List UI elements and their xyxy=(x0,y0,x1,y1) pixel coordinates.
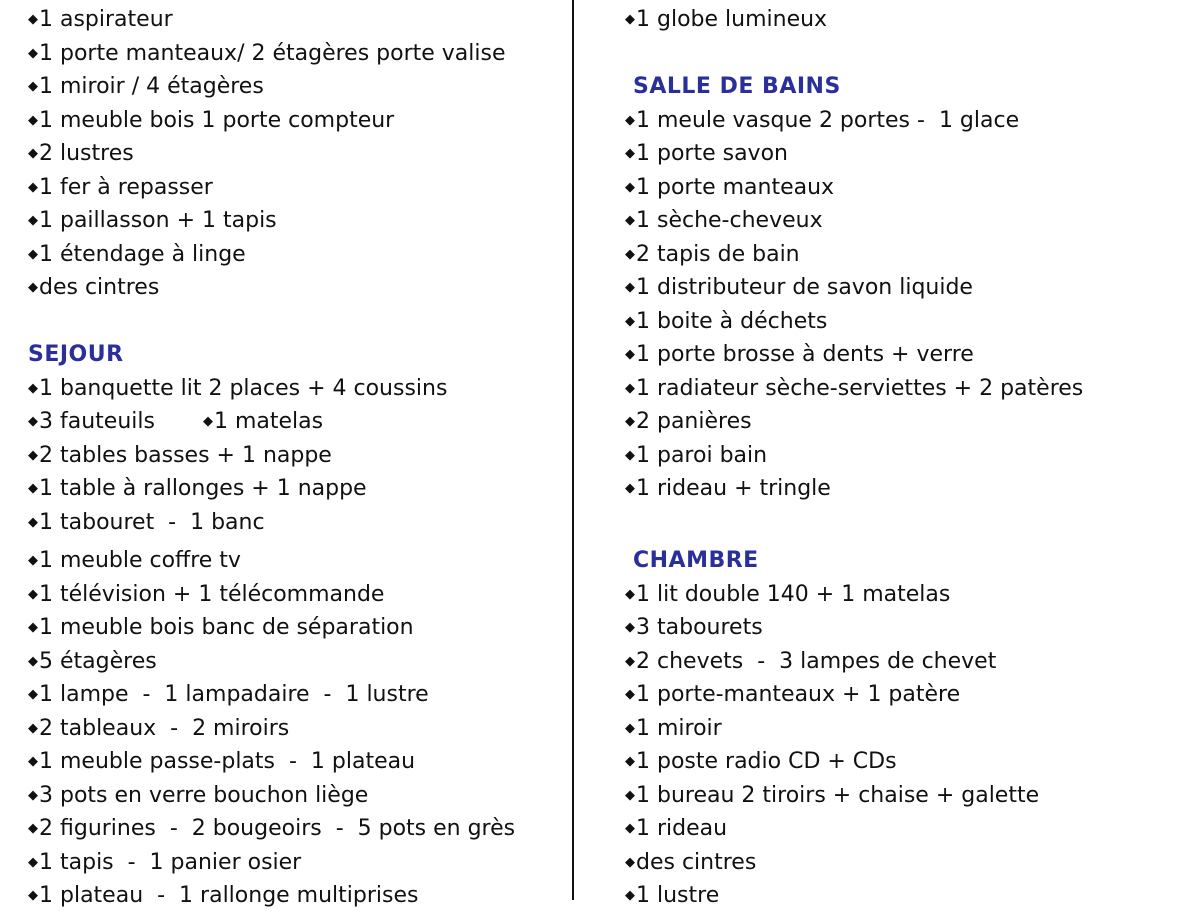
list-item xyxy=(625,578,1083,612)
bullet-icon: ◆ xyxy=(625,653,635,669)
item-text: 1 tabouret - 1 banc xyxy=(39,509,265,535)
bullet-icon: ◆ xyxy=(28,179,38,195)
item-text: 1 porte brosse à dents + verre xyxy=(636,342,974,367)
inventory-column-left xyxy=(28,3,515,913)
list-item xyxy=(625,305,1083,339)
item-text: 1 porte manteaux/ 2 étagères porte valise xyxy=(39,40,506,66)
list-item xyxy=(28,271,515,305)
section-heading-text: CHAMBRE xyxy=(633,548,759,573)
bullet-icon: ◆ xyxy=(28,586,38,602)
bullet-icon: ◆ xyxy=(28,481,38,496)
item-text: 1 poste radio CD + CDs xyxy=(636,749,897,774)
list-item xyxy=(28,204,515,238)
item-text: 1 paroi bain xyxy=(636,442,768,468)
list-item xyxy=(625,879,1083,913)
bullet-icon: ◆ xyxy=(625,720,635,736)
section-heading-text: SALLE DE BAINS xyxy=(633,74,841,99)
item-text: 1 sèche-cheveux xyxy=(636,208,823,233)
bullet-icon: ◆ xyxy=(625,888,635,903)
bullet-icon: ◆ xyxy=(625,280,635,295)
bullet-icon: ◆ xyxy=(625,12,635,27)
item-text: 3 tabourets xyxy=(636,615,763,640)
list-item xyxy=(625,204,1083,238)
item-text: 1 bureau 2 tiroirs + chaise + galette xyxy=(636,782,1040,808)
list-item xyxy=(28,645,515,679)
bullet-icon: ◆ xyxy=(28,112,38,128)
item-text: 1 lit double 140 + 1 matelas xyxy=(636,581,951,607)
column-divider xyxy=(572,0,574,900)
item-text: 1 paillasson + 1 tapis xyxy=(39,208,277,233)
item-text: 3 pots en verre bouchon liège xyxy=(39,782,369,808)
list-item xyxy=(28,372,515,406)
bullet-icon: ◆ xyxy=(28,854,38,870)
bullet-icon: ◆ xyxy=(625,146,635,161)
item-text: 1 lampe - 1 lampadaire - 1 lustre xyxy=(39,682,429,707)
bullet-icon: ◆ xyxy=(625,854,635,870)
bullet-icon: ◆ xyxy=(625,414,635,429)
bullet-icon: ◆ xyxy=(28,280,38,295)
list-item xyxy=(625,812,1083,846)
item-text: 1 meuble coffre tv xyxy=(39,548,241,573)
list-item xyxy=(625,779,1083,813)
bullet-icon: ◆ xyxy=(28,888,38,903)
list-item xyxy=(28,405,515,439)
bullet-icon: ◆ xyxy=(625,687,635,702)
item-text: 1 miroir xyxy=(636,715,722,741)
item-text: 2 tables basses + 1 nappe xyxy=(39,442,332,468)
bullet-icon: ◆ xyxy=(28,754,38,769)
list-item xyxy=(28,611,515,645)
item-text: 1 meuble passe-plats - 1 plateau xyxy=(39,749,416,774)
bullet-icon: ◆ xyxy=(625,821,635,836)
list-item xyxy=(28,70,515,104)
item-text: 3 fauteuils xyxy=(39,409,155,434)
list-item xyxy=(28,846,515,880)
list-item xyxy=(28,506,515,540)
bullet-icon: ◆ xyxy=(28,447,38,463)
list-item xyxy=(28,439,515,473)
list-item xyxy=(625,472,1083,506)
item-text: 2 lustres xyxy=(39,141,134,166)
list-item xyxy=(28,171,515,205)
bullet-icon: ◆ xyxy=(625,179,635,195)
list-item xyxy=(625,338,1083,372)
item-text: 1 table à rallonges + 1 nappe xyxy=(39,476,367,501)
list-item xyxy=(625,405,1083,439)
item-text: 2 panières xyxy=(636,409,752,434)
bullet-icon: ◆ xyxy=(28,79,38,94)
spacer xyxy=(625,37,1083,71)
item-text: des cintres xyxy=(636,849,757,875)
section-heading xyxy=(625,544,1083,578)
list-item xyxy=(625,439,1083,473)
bullet-icon: ◆ xyxy=(625,481,635,496)
item-text: 1 rideau xyxy=(636,816,728,841)
item-text: 1 matelas xyxy=(213,409,324,434)
list-item xyxy=(28,779,515,813)
inventory-column-right xyxy=(625,3,1083,913)
list-item xyxy=(28,472,515,506)
list-item xyxy=(28,137,515,171)
item-text: 1 radiateur sèche-serviettes + 2 patères xyxy=(636,375,1084,401)
list-item xyxy=(28,678,515,712)
bullet-icon: ◆ xyxy=(28,213,38,228)
section-heading xyxy=(28,338,515,372)
list-item xyxy=(625,372,1083,406)
item-text: 2 tapis de bain xyxy=(636,241,800,267)
list-item xyxy=(28,745,515,779)
list-item xyxy=(28,544,515,578)
item-text: 1 aspirateur xyxy=(39,7,173,32)
bullet-icon: ◆ xyxy=(28,620,38,635)
list-item xyxy=(625,846,1083,880)
bullet-icon: ◆ xyxy=(28,246,38,262)
bullet-icon: ◆ xyxy=(625,586,635,602)
item-text: 1 boite à déchets xyxy=(636,308,828,334)
item-text: 1 globe lumineux xyxy=(636,7,828,32)
list-item xyxy=(28,238,515,272)
bullet-icon: ◆ xyxy=(28,720,38,736)
item-text: 1 porte manteaux xyxy=(636,174,835,200)
item-text: 1 télévision + 1 télécommande xyxy=(39,581,385,607)
bullet-icon: ◆ xyxy=(28,146,38,161)
list-item xyxy=(28,37,515,71)
item-text: 1 meuble bois banc de séparation xyxy=(39,615,414,640)
item-text: 1 rideau + tringle xyxy=(636,476,831,501)
item-text: 1 miroir / 4 étagères xyxy=(39,74,264,99)
list-item xyxy=(28,812,515,846)
item-text: 1 fer à repasser xyxy=(39,174,213,200)
bullet-icon: ◆ xyxy=(625,447,635,463)
item-text: 1 porte-manteaux + 1 patère xyxy=(636,682,961,707)
item-text: des cintres xyxy=(39,275,160,300)
item-text: 5 étagères xyxy=(39,648,157,674)
bullet-icon: ◆ xyxy=(625,620,635,635)
list-item xyxy=(625,3,1083,37)
list-item xyxy=(28,879,515,913)
list-item xyxy=(625,645,1083,679)
item-text: 2 chevets - 3 lampes de chevet xyxy=(636,648,997,674)
item-text: 1 meule vasque 2 portes - 1 glace xyxy=(636,107,1020,133)
list-item xyxy=(625,171,1083,205)
item-text: 1 meuble bois 1 porte compteur xyxy=(39,107,395,133)
bullet-icon: ◆ xyxy=(28,514,38,530)
item-text: 1 distributeur de savon liquide xyxy=(636,275,973,300)
item-text: 2 tableaux - 2 miroirs xyxy=(39,715,290,741)
bullet-icon: ◆ xyxy=(28,787,38,803)
spacer xyxy=(28,305,515,339)
bullet-icon: ◆ xyxy=(28,414,38,429)
list-item xyxy=(625,238,1083,272)
bullet-icon: ◆ xyxy=(28,553,38,568)
list-item xyxy=(625,678,1083,712)
section-heading-text: SEJOUR xyxy=(28,342,124,367)
bullet-icon: ◆ xyxy=(28,12,38,27)
list-item xyxy=(625,271,1083,305)
list-item xyxy=(28,3,515,37)
bullet-icon: ◆ xyxy=(625,112,635,128)
spacer xyxy=(625,506,1083,540)
list-item xyxy=(625,745,1083,779)
list-item xyxy=(625,104,1083,138)
list-item xyxy=(28,712,515,746)
item-text: 1 plateau - 1 rallonge multiprises xyxy=(39,883,419,908)
bullet-icon: ◆ xyxy=(28,380,38,396)
bullet-icon: ◆ xyxy=(28,45,38,61)
bullet-icon: ◆ xyxy=(28,821,38,836)
item-text: 2 figurines - 2 bougeoirs - 5 pots en grès xyxy=(39,816,516,841)
bullet-icon: ◆ xyxy=(625,213,635,228)
item-text: 1 tapis - 1 panier osier xyxy=(39,849,302,875)
list-item xyxy=(625,611,1083,645)
section-heading xyxy=(625,70,1083,104)
item-text: 1 étendage à linge xyxy=(39,241,246,267)
bullet-icon: ◆ xyxy=(28,687,38,702)
bullet-icon: ◆ xyxy=(625,347,635,362)
item-text: 1 porte savon xyxy=(636,141,788,166)
bullet-icon: ◆ xyxy=(28,653,38,669)
item-text: 1 lustre xyxy=(636,883,720,908)
list-item xyxy=(28,104,515,138)
bullet-icon: ◆ xyxy=(202,414,213,429)
bullet-icon: ◆ xyxy=(625,313,635,329)
item-text: 1 banquette lit 2 places + 4 coussins xyxy=(39,375,448,401)
list-item xyxy=(625,137,1083,171)
list-item xyxy=(625,712,1083,746)
bullet-icon: ◆ xyxy=(625,754,635,769)
list-item xyxy=(28,578,515,612)
bullet-icon: ◆ xyxy=(625,246,635,262)
bullet-icon: ◆ xyxy=(625,787,635,803)
bullet-icon: ◆ xyxy=(625,380,635,396)
